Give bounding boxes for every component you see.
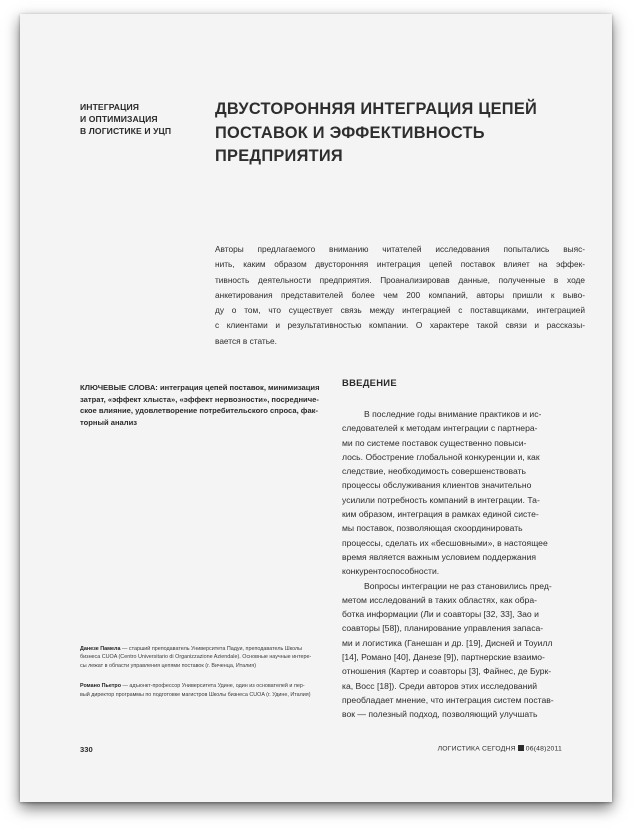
page-number: 330 <box>80 745 93 754</box>
body-line: [14], Романо [40], Данезе [9]), партнерские взаимо- <box>342 652 545 663</box>
body-line: преобладает мнение, что интеграция систем постав- <box>342 694 554 705</box>
keywords-line: ское влияние, удовлетворение потребительского спроса, фак- <box>80 406 318 416</box>
keywords-line: затрат, «эффект хлыста», «эффект нервозности», посредниче- <box>80 394 319 404</box>
author-bio: — старший преподаватель Университета Падуи, преподаватель Школы <box>120 646 303 652</box>
body-line: время является важным условием поддержания <box>342 551 537 562</box>
body-line: процессы, сделать их «бесшовными», в настоящее <box>342 537 548 548</box>
body-line: ми и логистика (Ганешан и др. [19], Дисней и Тоуилл <box>342 637 553 648</box>
square-bullet-icon <box>518 745 524 751</box>
author-note-line <box>80 645 322 653</box>
body-line: отношения (Картер и соавторы [3], Файнес, де Бурк- <box>342 666 552 677</box>
author-note-line: бизнеса CUOA (Centro Universitario di Organizzazione Aziendale). Основные научные интере- <box>80 654 312 661</box>
journal-name: ЛОГИСТИКА СЕГОДНЯ <box>437 745 516 753</box>
abstract-line: анкетирования представителей более чем 200 компаний, авторы пришли к выво- <box>215 289 585 300</box>
keywords-line: КЛЮЧЕВЫЕ СЛОВА: интеграция цепей поставок, минимизация <box>80 383 320 392</box>
body-line: ким образом, интеграция в рамках единой систе- <box>342 509 539 520</box>
body-line: метом исследований в таких областях, как обра- <box>342 594 537 605</box>
rubric-line: И ОПТИМИЗАЦИЯ <box>80 114 158 124</box>
title-line: ПОСТАВОК И ЭФФЕКТИВНОСТЬ <box>215 123 485 142</box>
abstract-line: Авторы предлагаемого вниманию читателей исследования попытались выяс- <box>215 244 585 254</box>
author-bio: — адъюнкт-профессор Университета Удине, один из основателей и пер- <box>121 683 305 690</box>
body-line: мы поставок, позволяющая скоординировать <box>342 523 523 534</box>
issue-number: 06(48)2011 <box>525 745 562 753</box>
body-line: Вопросы интеграции не раз становились пред- <box>364 580 552 591</box>
body-line: В последние годы внимание практиков и ис- <box>364 409 542 419</box>
body-line: следователей к методам интеграции с партнера- <box>342 423 538 434</box>
author-spacer <box>80 670 322 682</box>
title-line: ПРЕДПРИЯТИЯ <box>215 147 343 165</box>
title-line: ДВУСТОРОННЯЯ ИНТЕГРАЦИЯ ЦЕПЕЙ <box>215 100 538 118</box>
body-line: ка, Восс [18]). Среди авторов этих исследований <box>342 680 538 691</box>
author-note-line: сы лежат в области управления цепями поставок (г. Виченца, Италия) <box>80 662 256 669</box>
abstract-line: с клиентами и результативностью компании. О характере такой связи и рассказы- <box>215 320 585 331</box>
section-rubric <box>80 101 190 137</box>
body-line: лось. Обострение глобальной конкуренции и, как <box>342 451 540 462</box>
keywords-block <box>80 382 320 428</box>
body-line: следствие, необходимость совершенствовать <box>342 466 526 477</box>
abstract-line: ду о том, что существует связь между интеграцией с поставщиками, интеграцией <box>215 305 585 316</box>
section-heading: ВВЕДЕНИЕ <box>342 377 397 388</box>
author-note-line: вый директор программы по подготовке магистров Школы бизнеса CUOA (г. Удине, Италия) <box>80 691 311 698</box>
author-name: Романо Пьетро <box>80 683 121 690</box>
body-line: усилили потребность компаний в интеграции. Та- <box>342 494 540 505</box>
author-note-line <box>80 682 322 690</box>
article-title <box>215 98 575 169</box>
article-body <box>342 407 586 722</box>
body-line: конкурентоспособности. <box>342 566 440 577</box>
rubric-line: В ЛОГИСТИКЕ И УЦП <box>80 126 172 136</box>
keywords-line: торный анализ <box>80 417 138 427</box>
body-line: вок — полезный подход, позволяющий улучшать <box>342 709 538 720</box>
article-abstract <box>215 242 585 349</box>
abstract-line: нить, каким образом двусторонняя интеграция цепей поставок влияет на эффек- <box>215 259 585 270</box>
body-line: ботка информации (Ли и соавторы [32, 33], Зао и <box>342 609 539 620</box>
running-footer <box>438 745 562 753</box>
body-line: соавторы [58]), планирование управления запаса- <box>342 623 544 634</box>
body-line: процессы обслуживания клиентов значительно <box>342 480 532 491</box>
rubric-line: ИНТЕГРАЦИЯ <box>80 102 140 112</box>
author-notes <box>80 645 322 699</box>
author-name: Данезе Памела <box>80 646 121 652</box>
abstract-line: вается в статье. <box>215 335 277 346</box>
body-line: ми по системе поставок существенно повыси- <box>342 437 527 448</box>
abstract-line: тивность деятельности предприятия. Проанализировав данные, полученные в ходе <box>215 274 585 285</box>
journal-page <box>20 14 612 802</box>
